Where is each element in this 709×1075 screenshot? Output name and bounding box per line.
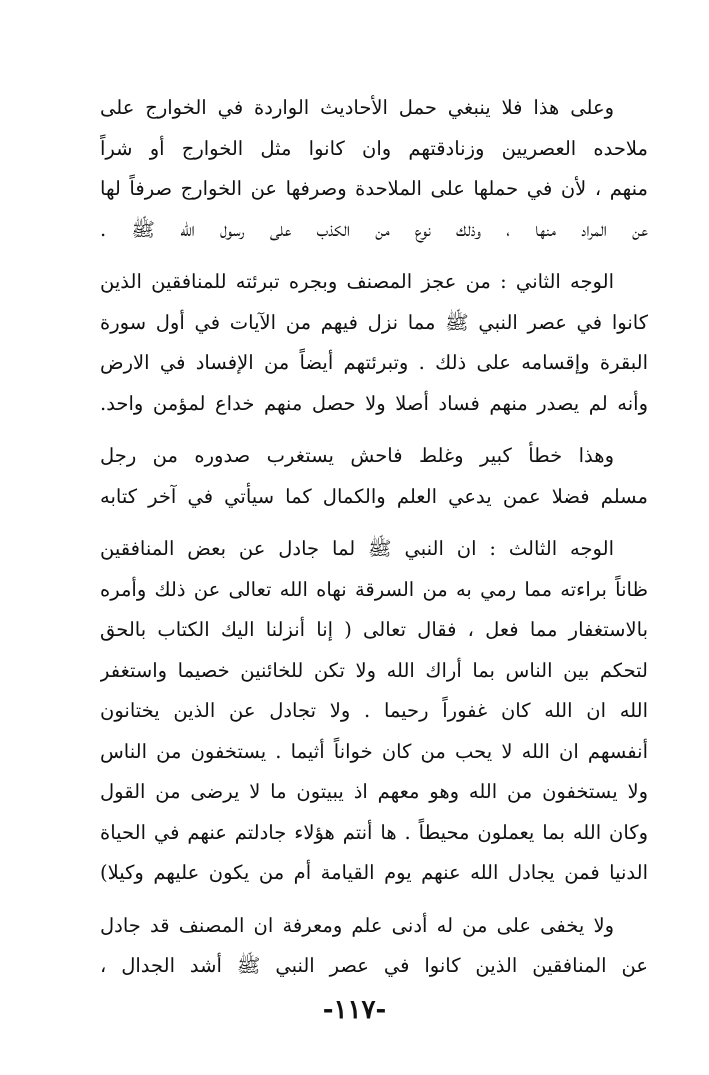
text-line: مسلم فضلا عمن يدعي العلم والكمال كما سيأتي في آخر كتابه xyxy=(100,484,648,508)
text-line: وهذا خطأ كبير وغلط فاحش يستغرب صدوره من رجل xyxy=(100,444,614,467)
text-line: الله ان الله كان غفوراً رحيما . ولا تجادل عن الذين يختانون xyxy=(100,699,648,722)
text-line: ملاحده العصريين وزنادقتهم وان كانوا مثل الخوارج أو شراً xyxy=(100,136,648,160)
text-line: الوجه الثاني : من عجز المصنف وبجره تبرئته للمنافقين الذين xyxy=(100,270,614,293)
paragraph-4 xyxy=(100,529,648,894)
text-line: وأنه لم يصدر منهم فساد أصلا ولا حصل منهم خداع لمؤمن واحد. xyxy=(100,391,648,415)
paragraph-5 xyxy=(100,906,648,987)
text-line: بالاستغفار مما فعل ، فقال تعالى ( إنا أنزلنا اليك الكتاب بالحق xyxy=(100,618,648,641)
text-line: وعلى هذا فلا ينبغي حمل الأحاديث الواردة في الخوارج على xyxy=(100,96,614,119)
text-line: أنفسهم ان الله لا يحب من كان خواناً أثيما . يستخفون من الناس xyxy=(100,739,648,763)
text-line: كانوا في عصر النبي ﷺ مما نزل فيهم من الآيات في أول سورة xyxy=(100,310,648,334)
text-line: الدنيا فمن يجادل الله عنهم يوم القيامة أم من يكون عليهم وكيلا) xyxy=(100,861,648,884)
paragraph-3 xyxy=(100,436,648,517)
paragraph-2 xyxy=(100,262,648,424)
text-line: لتحكم بين الناس بما أراك الله ولا تكن للخائنين خصيما واستغفر xyxy=(100,658,648,682)
text-line: البقرة وإقسامه على ذلك . وتبرئتهم أيضاً من الإفساد في الارض xyxy=(100,351,648,374)
text-line: عن المراد منها ، وذلك نوع من الكذب على رسول الله ﷺ . xyxy=(100,217,648,241)
page-body xyxy=(100,88,648,987)
text-line: الوجه الثالث : ان النبي ﷺ لما جادل عن بعض المنافقين xyxy=(100,537,614,560)
text-line: ظاناً براءته مما رمي به من السرقة نهاه الله تعالى عن ذلك وأمره xyxy=(100,577,648,601)
text-line: وكان الله بما يعملون محيطاً . ها أنتم هؤلاء جادلتم عنهم في الحياة xyxy=(100,820,648,844)
text-line: عن المنافقين الذين كانوا في عصر النبي ﷺ أشد الجدال ، xyxy=(100,954,648,977)
page-number: -١١٧- xyxy=(322,995,387,1025)
text-line: منهم ، لأن في حملها على الملاحدة وصرفها عن الخوارج صرفاً لها xyxy=(100,177,648,200)
text-line: ولا يخفى على من له أدنى علم ومعرفة ان المصنف قد جادل xyxy=(100,913,614,937)
text-line: ولا يستخفون من الله وهو معهم اذ يبيتون ما لا يرضى من القول xyxy=(100,780,648,803)
paragraph-1 xyxy=(100,88,648,250)
